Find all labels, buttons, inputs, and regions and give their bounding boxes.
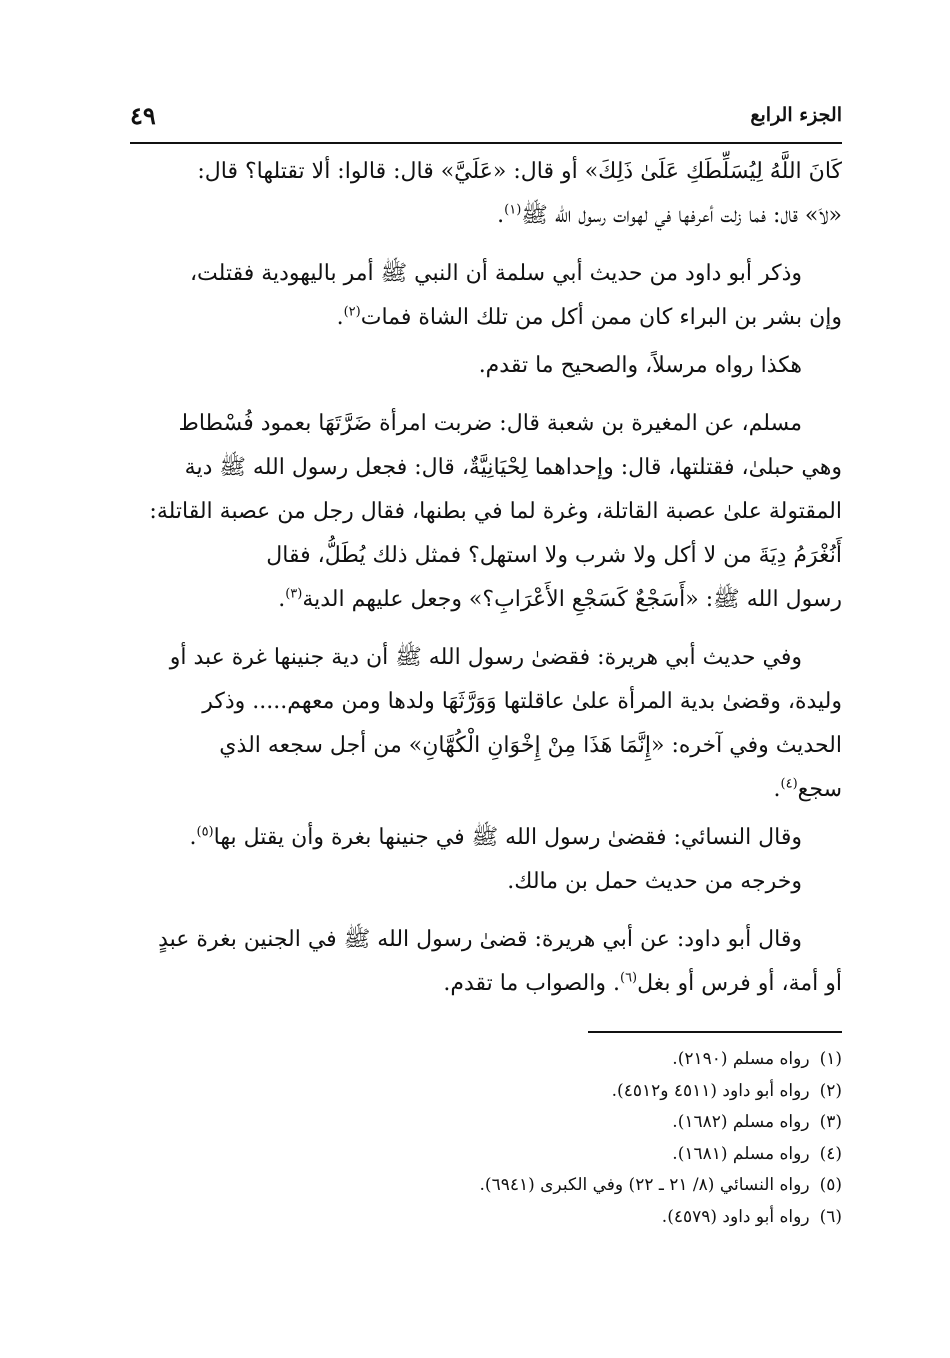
paragraph-3 bbox=[130, 344, 842, 388]
text-line: وقال النسائي: فقضىٰ رسول الله ﷺ في جنينها بغرة وأن يقتل بها bbox=[213, 825, 802, 850]
footnote-ref: (٤) bbox=[780, 776, 798, 792]
text-line: رسول الله ﷺ: «أَسَجْعٌ كَسَجْعِ الأَعْرَابِ؟» وجعل عليهم الدية bbox=[302, 587, 842, 612]
footnote-4 bbox=[300, 1139, 842, 1171]
footnote-text: رواه النسائي (٨/ ٢١ ـ ٢٢) وفي الكبرى (٦٩٤١). bbox=[479, 1175, 810, 1195]
text-line: هكذا رواه مرسلاً، والصحيح ما تقدم. bbox=[478, 353, 802, 378]
footnote-text: رواه مسلم (٢١٩٠). bbox=[672, 1049, 810, 1069]
text-line: وإن بشر بن البراء كان ممن أكل من تلك الشاة فمات bbox=[360, 305, 842, 330]
footnote-text: رواه مسلم (١٦٨٢). bbox=[672, 1112, 810, 1132]
footnote-ref: (١) bbox=[504, 202, 522, 218]
paragraph-1: كَانَ اللَّهُ لِيُسَلِّطَكِ عَلَىٰ ذَلِكَ» أو قال: «عَلَيَّ» قال: قالوا: ألا تقتلها؟ قال: «لاَ» قال: فما زلت أعرفها في لهوات رسول الله ﷺ$^{(١)}$. bbox=[197, 159, 842, 228]
footnote-ref: (٥) bbox=[196, 824, 214, 840]
running-title: الجزء الرابع bbox=[750, 104, 842, 126]
footnote-text: رواه أبو داود (٤٥١١ و٤٥١٢). bbox=[611, 1080, 810, 1101]
footnote-6 bbox=[300, 1202, 842, 1234]
footnote-2 bbox=[300, 1076, 842, 1108]
footnote-text: رواه مسلم (١٦٨١). bbox=[672, 1143, 810, 1164]
text-line: وقال أبو داود: عن أبي هريرة: قضىٰ رسول الله ﷺ في الجنين بغرة عبدٍ bbox=[158, 927, 802, 952]
footnote-ref: (٣) bbox=[285, 586, 303, 602]
text-line: وليدة، وقضىٰ بدية المرأة علىٰ عاقلتها وَوَرَّثَهَا ولدها ومن معهم..... وذكر bbox=[202, 689, 842, 714]
page-header bbox=[130, 98, 842, 132]
text-line: «لاَ» قال: فما زلت أعرفها في لهوات رسول الله ﷺ bbox=[521, 203, 842, 228]
text-line: وخرجه من حديث حمل بن مالك. bbox=[507, 869, 802, 894]
footnote-number: (٦) bbox=[819, 1206, 842, 1227]
footnote-number: (٥) bbox=[819, 1175, 842, 1195]
paragraph-6: وقال النسائي: فقضىٰ رسول الله ﷺ في جنينها بغرة وأن يقتل بها$^{(٥)}$. bbox=[189, 824, 802, 850]
paragraph-2: وذكر أبو داود من حديث أبي سلمة أن النبي ﷺ أمر باليهودية فقتلت، وإن بشر بن البراء كان ممن أكل من تلك الشاة فمات$^{(٢)}$. bbox=[189, 261, 842, 330]
paragraph-5: وفي حديث أبي هريرة: فقضىٰ رسول الله ﷺ أن دية جنينها غرة عبد أو وليدة، وقضىٰ بدية المرأة علىٰ عاقلتها وَوَرَّثَهَا ولدها ومن معهم..... وذكر الحديث وفي آخره: «إِنَّمَا هَذَا مِنْ إِخْوَانِ الْكُهَّانِ» من أجل سجعه الذي سجع$^{(٤)}$. bbox=[169, 645, 842, 802]
paragraph-4: مسلم، عن المغيرة بن شعبة قال: ضربت امرأة ضَرَّتَهَا بعمود فُسْطاط وهي حبلىٰ، فقتلتها، قال: وإحداهما لِحْيَانِيَّةٌ، قال: فجعل رسول الله ﷺ دية المقتولة علىٰ عصبة القاتلة، وغرة لما في بطنها، فقال رجل من عصبة القاتلة: أَنُغْرَمُ دِيَةَ من لا أكل ولا شرب ولا استهل؟ فمثل ذلك يُطَلُّ، فقال رسول الله ﷺ: «أَسَجْعٌ كَسَجْعِ الأَعْرَابِ؟» وجعل عليهم الدية$^{(٣)}$. bbox=[149, 411, 842, 612]
paragraph-7 bbox=[130, 860, 842, 904]
text-line: المقتولة علىٰ عصبة القاتلة، وغرة لما في بطنها، فقال رجل من عصبة القاتلة: bbox=[149, 499, 842, 524]
text-line: وذكر أبو داود من حديث أبي سلمة أن النبي ﷺ أمر باليهودية فقتلت، bbox=[189, 261, 802, 286]
text-line: وفي حديث أبي هريرة: فقضىٰ رسول الله ﷺ أن دية جنينها غرة عبد أو bbox=[169, 645, 802, 670]
text-line: وهي حبلىٰ، فقتلتها، قال: وإحداهما لِحْيَانِيَّةٌ، قال: فجعل رسول الله ﷺ دية bbox=[184, 455, 842, 480]
footnote-number: (١) bbox=[819, 1049, 842, 1069]
main-text bbox=[130, 150, 842, 1006]
footnote-rule bbox=[588, 1031, 842, 1033]
footnote-ref: (٦) bbox=[619, 970, 638, 986]
footnote-number: (٤) bbox=[819, 1143, 842, 1164]
text-line: سجع bbox=[797, 777, 842, 802]
text-line: مسلم، عن المغيرة بن شعبة قال: ضربت امرأة ضَرَّتَهَا بعمود فُسْطاط bbox=[178, 411, 802, 436]
footnote-3 bbox=[300, 1107, 842, 1139]
page-number: ٤٩ bbox=[130, 100, 156, 130]
paragraph-8 bbox=[130, 918, 842, 1006]
text-line: . والصواب ما تقدم. bbox=[443, 971, 620, 996]
footnote-text: رواه أبو داود (٤٥٧٩). bbox=[661, 1206, 810, 1227]
footnotes bbox=[300, 1044, 842, 1233]
text-line: كَانَ اللَّهُ لِيُسَلِّطَكِ عَلَىٰ ذَلِكَ» أو قال: «عَلَيَّ» قال: قالوا: ألا تقتلها؟ قال: bbox=[197, 159, 842, 184]
header-rule bbox=[130, 142, 842, 144]
footnote-5 bbox=[300, 1170, 842, 1202]
footnote-1 bbox=[300, 1044, 842, 1076]
footnote-number: (٢) bbox=[819, 1080, 842, 1101]
text-line: الحديث وفي آخره: «إِنَّمَا هَذَا مِنْ إِخْوَانِ الْكُهَّانِ» من أجل سجعه الذي bbox=[219, 733, 842, 758]
text-line: أَنُغْرَمُ دِيَةَ من لا أكل ولا شرب ولا استهل؟ فمثل ذلك يُطَلُّ، فقال bbox=[266, 543, 842, 568]
text-line: أو أمة، أو فرس أو بغل bbox=[637, 971, 842, 996]
footnote-ref: (٢) bbox=[343, 304, 361, 320]
footnote-number: (٣) bbox=[819, 1112, 842, 1132]
